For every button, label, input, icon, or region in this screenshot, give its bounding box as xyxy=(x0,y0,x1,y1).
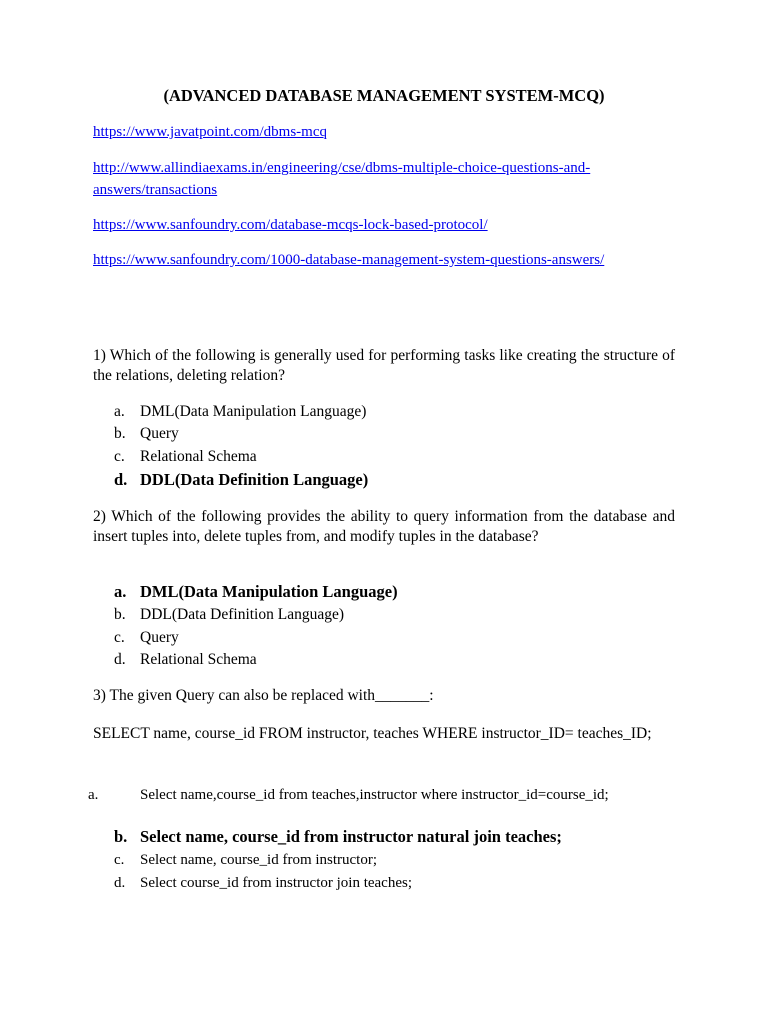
option-text: Select name, course_id from instructor natural join teaches; xyxy=(140,827,562,846)
option-label: c. xyxy=(114,629,125,646)
question-2-option-a-answer xyxy=(114,582,674,602)
option-label: c. xyxy=(114,852,125,868)
link-javatpoint[interactable]: https://www.javatpoint.com/dbms-mcq xyxy=(93,124,328,140)
option-text: Query xyxy=(140,425,179,442)
link-sanfoundry-lock[interactable]: https://www.sanfoundry.com/database-mcqs-lock-based-protocol/ xyxy=(93,217,488,233)
option-text: Select name, course_id from instructor; xyxy=(140,852,378,868)
question-1-option-b xyxy=(114,424,674,444)
question-2-text: 2) Which of the following provides the ability to query information from the database and insert tuples into, delete tuples from, and modify tuples in the database? xyxy=(93,508,675,545)
question-3-option-c xyxy=(114,850,674,870)
question-3-option-b-answer xyxy=(114,827,674,847)
option-text: DDL(Data Definition Language) xyxy=(140,606,345,623)
question-3-option-a xyxy=(88,785,700,805)
option-text: Query xyxy=(140,629,179,646)
question-3-option-d xyxy=(114,873,674,893)
option-label: d. xyxy=(114,875,126,891)
question-1-option-c xyxy=(114,447,674,467)
option-label: b. xyxy=(114,425,126,442)
page-title: (ADVANCED DATABASE MANAGEMENT SYSTEM-MCQ) xyxy=(163,86,605,105)
question-1-option-a xyxy=(114,402,674,422)
question-2-option-d xyxy=(114,650,674,670)
option-label: a. xyxy=(114,403,125,420)
option-text: DDL(Data Definition Language) xyxy=(140,470,369,489)
option-label: d. xyxy=(114,470,128,489)
option-label: a. xyxy=(114,582,127,601)
question-1-text: 1) Which of the following is generally used for performing tasks like creating the structure of the relations, deleting relation? xyxy=(93,347,675,384)
option-text: Relational Schema xyxy=(140,651,257,668)
question-3-query: SELECT name, course_id FROM instructor, teaches WHERE instructor_ID= teaches_ID; xyxy=(93,725,652,742)
link-allindiaexams[interactable]: http://www.allindiaexams.in/engineering/cse/dbms-multiple-choice-questions-and-answers/transactions xyxy=(93,160,591,198)
question-2-option-b xyxy=(114,605,674,625)
option-text: Select course_id from instructor join teaches; xyxy=(140,875,412,891)
option-label: d. xyxy=(114,651,126,668)
option-text: DML(Data Manipulation Language) xyxy=(140,403,367,420)
question-1-option-d-answer xyxy=(114,470,674,490)
option-text: DML(Data Manipulation Language) xyxy=(140,582,398,601)
option-label: b. xyxy=(114,827,128,846)
option-label: a. xyxy=(88,787,99,803)
option-label: b. xyxy=(114,606,126,623)
question-2-option-c xyxy=(114,628,674,648)
link-sanfoundry-1000[interactable]: https://www.sanfoundry.com/1000-database-management-system-questions-answers/ xyxy=(93,252,605,268)
option-text: Select name,course_id from teaches,instructor where instructor_id=course_id; xyxy=(140,787,609,803)
option-label: c. xyxy=(114,448,125,465)
question-3-text: 3) The given Query can also be replaced with_______: xyxy=(93,687,434,704)
option-text: Relational Schema xyxy=(140,448,257,465)
